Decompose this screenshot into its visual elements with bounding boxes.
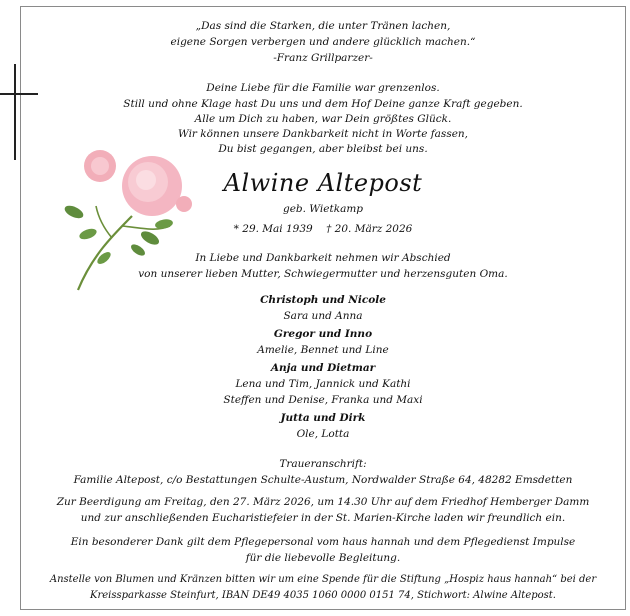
poem-line: Deine Liebe für die Familie war grenzenlos. bbox=[206, 82, 440, 94]
address-label: Traueranschrift: bbox=[279, 458, 367, 470]
thanks-line: für die liebevolle Begleitung. bbox=[245, 552, 401, 564]
family-members: Ole, Lotta bbox=[296, 428, 350, 440]
poem-line: Wir können unsere Dankbarkeit nicht in Worte fassen, bbox=[177, 128, 469, 140]
family-members: Amelie, Bennet und Line bbox=[257, 344, 389, 356]
poem-line: Alle um Dich zu haben, war Dein größtes Glück. bbox=[194, 113, 452, 125]
address-text: Familie Altepost, c/o Bestattungen Schulte-Austum, Nordwalder Straße 64, 48282 Emsdetten bbox=[73, 474, 573, 486]
family-head: Christoph und Nicole bbox=[260, 294, 386, 306]
farewell-line: In Liebe und Dankbarkeit nehmen wir Abschied bbox=[195, 252, 451, 264]
quote-line-2: eigene Sorgen verbergen und andere glücklich machen.“ bbox=[170, 36, 476, 48]
farewell-line: von unserer lieben Mutter, Schwiegermutter und herzensguten Oma. bbox=[138, 268, 508, 280]
family-head: Anja und Dietmar bbox=[270, 362, 376, 374]
quote-line-1: „Das sind die Starken, die unter Tränen lachen, bbox=[195, 20, 451, 32]
donation-line: Anstelle von Blumen und Kränzen bitten wir um eine Spende für die Stiftung „Hospiz haus hannah“ bei der bbox=[49, 574, 597, 585]
quote-author: -Franz Grillparzer- bbox=[273, 52, 373, 64]
funeral-line: und zur anschließenden Eucharistiefeier in der St. Marien-Kirche laden wir freundlich ein. bbox=[80, 512, 566, 524]
deceased-name: Alwine Altepost bbox=[223, 169, 423, 197]
donation-line: Kreissparkasse Steinfurt, IBAN DE49 4035 1060 0000 0151 74, Stichwort: Alwine Altepost. bbox=[89, 590, 556, 601]
funeral-line: Zur Beerdigung am Freitag, den 27. März 2026, um 14.30 Uhr auf dem Friedhof Hemberger Damm bbox=[56, 496, 590, 508]
poem-line: Still und ohne Klage hast Du uns und dem Hof Deine ganze Kraft gegeben. bbox=[123, 98, 523, 110]
life-dates: * 29. Mai 1939 † 20. März 2026 bbox=[233, 223, 413, 235]
family-members: Steffen und Denise, Franka und Maxi bbox=[223, 394, 423, 406]
family-members: Sara und Anna bbox=[283, 310, 363, 322]
family-head: Jutta und Dirk bbox=[280, 412, 366, 424]
family-head: Gregor und Inno bbox=[273, 328, 373, 340]
birth-name: geb. Wietkamp bbox=[282, 203, 364, 215]
family-members: Lena und Tim, Jannick und Kathi bbox=[235, 378, 411, 390]
poem-line: Du bist gegangen, aber bleibst bei uns. bbox=[218, 143, 428, 155]
thanks-line: Ein besonderer Dank gilt dem Pflegepersonal vom haus hannah und dem Pflegedienst Impulse bbox=[70, 536, 576, 548]
